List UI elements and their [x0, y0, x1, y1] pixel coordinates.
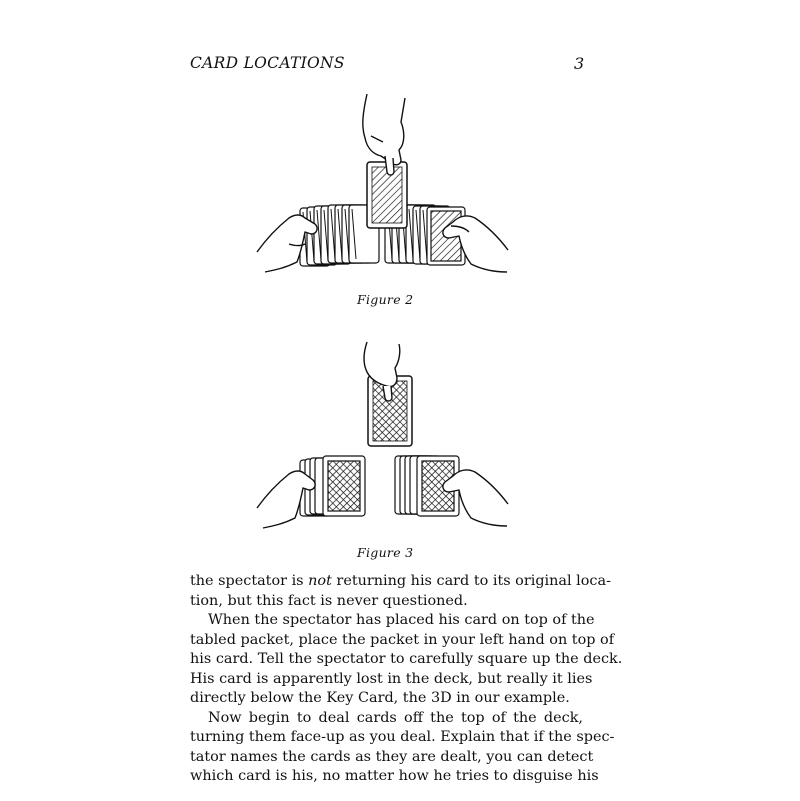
text-line: his card. Tell the spectator to carefully square up the deck.: [190, 651, 623, 667]
text-line: tabled packet, place the packet in your left hand on top of: [190, 631, 615, 648]
text-line: When the spectator has placed his card on top of the: [208, 612, 595, 628]
text-line: tion, but this fact is never questioned.: [190, 592, 468, 609]
text-line: Now begin to deal cards off the top of the deck,: [208, 709, 583, 726]
figure-3-drawing: [255, 340, 510, 540]
figure-2-illustration: [255, 92, 510, 287]
page-number: 3: [574, 54, 585, 73]
body-text: [190, 572, 623, 787]
running-head-title: CARD LOCATIONS: [190, 54, 345, 72]
text-line: directly below the Key Card, the 3D in our example.: [190, 690, 570, 706]
text-line: His card is apparently lost in the deck, but really it lies: [190, 670, 593, 687]
text-line: the spectator is not returning his card to its original loca-: [190, 573, 611, 589]
figure-3-illustration: [255, 340, 510, 540]
text-line: turning them face-up as you deal. Explain that if the spec-: [190, 729, 615, 745]
figure-2-caption: Figure 2: [357, 292, 414, 307]
emphasis-not: not: [308, 573, 332, 589]
text-line: tator names the cards as they are dealt, you can detect: [190, 748, 594, 765]
text-line: which card is his, no matter how he tries to disguise his: [190, 768, 599, 784]
figure-2-drawing: [255, 92, 510, 287]
figure-3-caption: Figure 3: [357, 545, 414, 560]
